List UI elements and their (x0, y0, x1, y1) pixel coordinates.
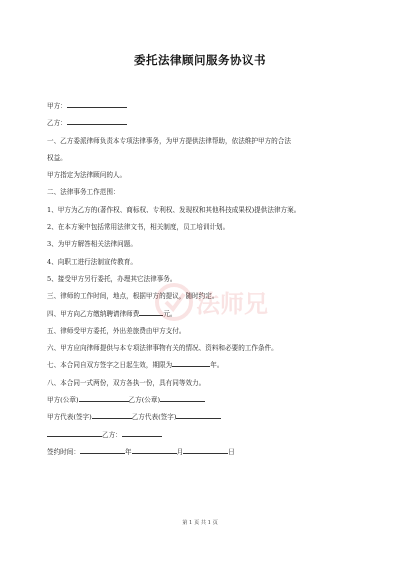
clause-3: 三、律师的工作时间，地点，根据甲方的提议，随时约定。 (47, 292, 219, 301)
seal-a-label: 甲方(公章) (47, 396, 79, 405)
sign-b-blank (122, 427, 162, 437)
clause-1-line-2: 权益。 (47, 153, 67, 162)
scope-item-3: 3、为甲方解答相关法律问题。 (47, 240, 137, 249)
clause-7-unit: 年。 (210, 361, 224, 370)
year-label: 年 (124, 447, 132, 456)
appoint-line: 甲方指定为法律顾问的人。 (47, 171, 127, 180)
rep-a-blank (92, 409, 132, 419)
clause-4-unit: 元。 (163, 309, 177, 318)
clause-5: 五、律师受甲方委托，外出差旅费由甲方支付。 (47, 326, 186, 335)
signing-date-line (47, 444, 367, 461)
watermark-text: 法师兄 (196, 290, 268, 318)
year-blank (80, 444, 125, 454)
term-blank (172, 357, 210, 367)
rep-a-label: 甲方代表(签字) (47, 413, 92, 422)
date-label: 签约时间： (47, 447, 80, 456)
party-b-label: 乙方： (47, 119, 67, 128)
party-a-blank (67, 98, 127, 108)
party-b-blank (67, 115, 127, 125)
scope-item-4: 4、向职工进行法制宣传教育。 (47, 257, 137, 266)
watermark-logo (150, 272, 270, 332)
scope-item-5: 5、接受甲方另行委托，办理其它法律事务。 (47, 274, 177, 283)
clause-4-text: 四、甲方向乙方缴纳聘请律师费 (47, 309, 140, 318)
month-label: 月 (176, 447, 184, 456)
sign-b-label: 乙方： (102, 430, 122, 439)
scope-item-2: 2、在本方案中包括常用法律文书，相关制度，员工培训计划。 (47, 223, 230, 232)
day-blank (183, 444, 228, 454)
sign-a-name-blank (47, 427, 102, 437)
seal-b-label: 乙方(公章) (128, 396, 161, 405)
document-title: 委托法律顾问服务协议书 (134, 53, 266, 67)
clause-8: 八、本合同一式两份，双方各执一份，具有同等效力。 (47, 378, 206, 387)
clause-7-text: 七、本合同自双方签字之日起生效，期限为 (47, 361, 173, 370)
month-blank (132, 444, 177, 454)
scope-item-1: 1、甲方为乙方的(著作权、商标权、专利权、发现权和其他科技成果权)提供法律方案。 (47, 205, 301, 214)
clause-1-line-1: 一、乙方委派律师负责本专项法律事务，为甲方提供法律帮助，依法维护甲方的合法 (47, 136, 291, 145)
seal-b-blank (160, 392, 205, 402)
rep-b-blank (176, 409, 221, 419)
party-b-line (47, 115, 367, 132)
signature-line (47, 427, 367, 444)
day-label: 日 (228, 447, 235, 456)
representative-line (47, 409, 367, 426)
seal-a-blank (79, 392, 129, 402)
watermark-ring (157, 285, 191, 319)
clause-7 (47, 357, 367, 374)
watermark-check (166, 294, 184, 309)
rep-b-label: 乙方代表(签字) (131, 413, 177, 422)
party-a-line (47, 98, 367, 115)
page-footer: 第 1 页 共 1 页 (182, 520, 218, 526)
party-a-label: 甲方： (47, 102, 67, 110)
clause-6: 六、甲方应向律师提供与本专项法律事物有关的情况、资料和必要的工作条件。 (47, 344, 278, 353)
clause-2-heading: 二、法律事务工作范围： (47, 188, 120, 197)
seal-line (47, 392, 367, 409)
